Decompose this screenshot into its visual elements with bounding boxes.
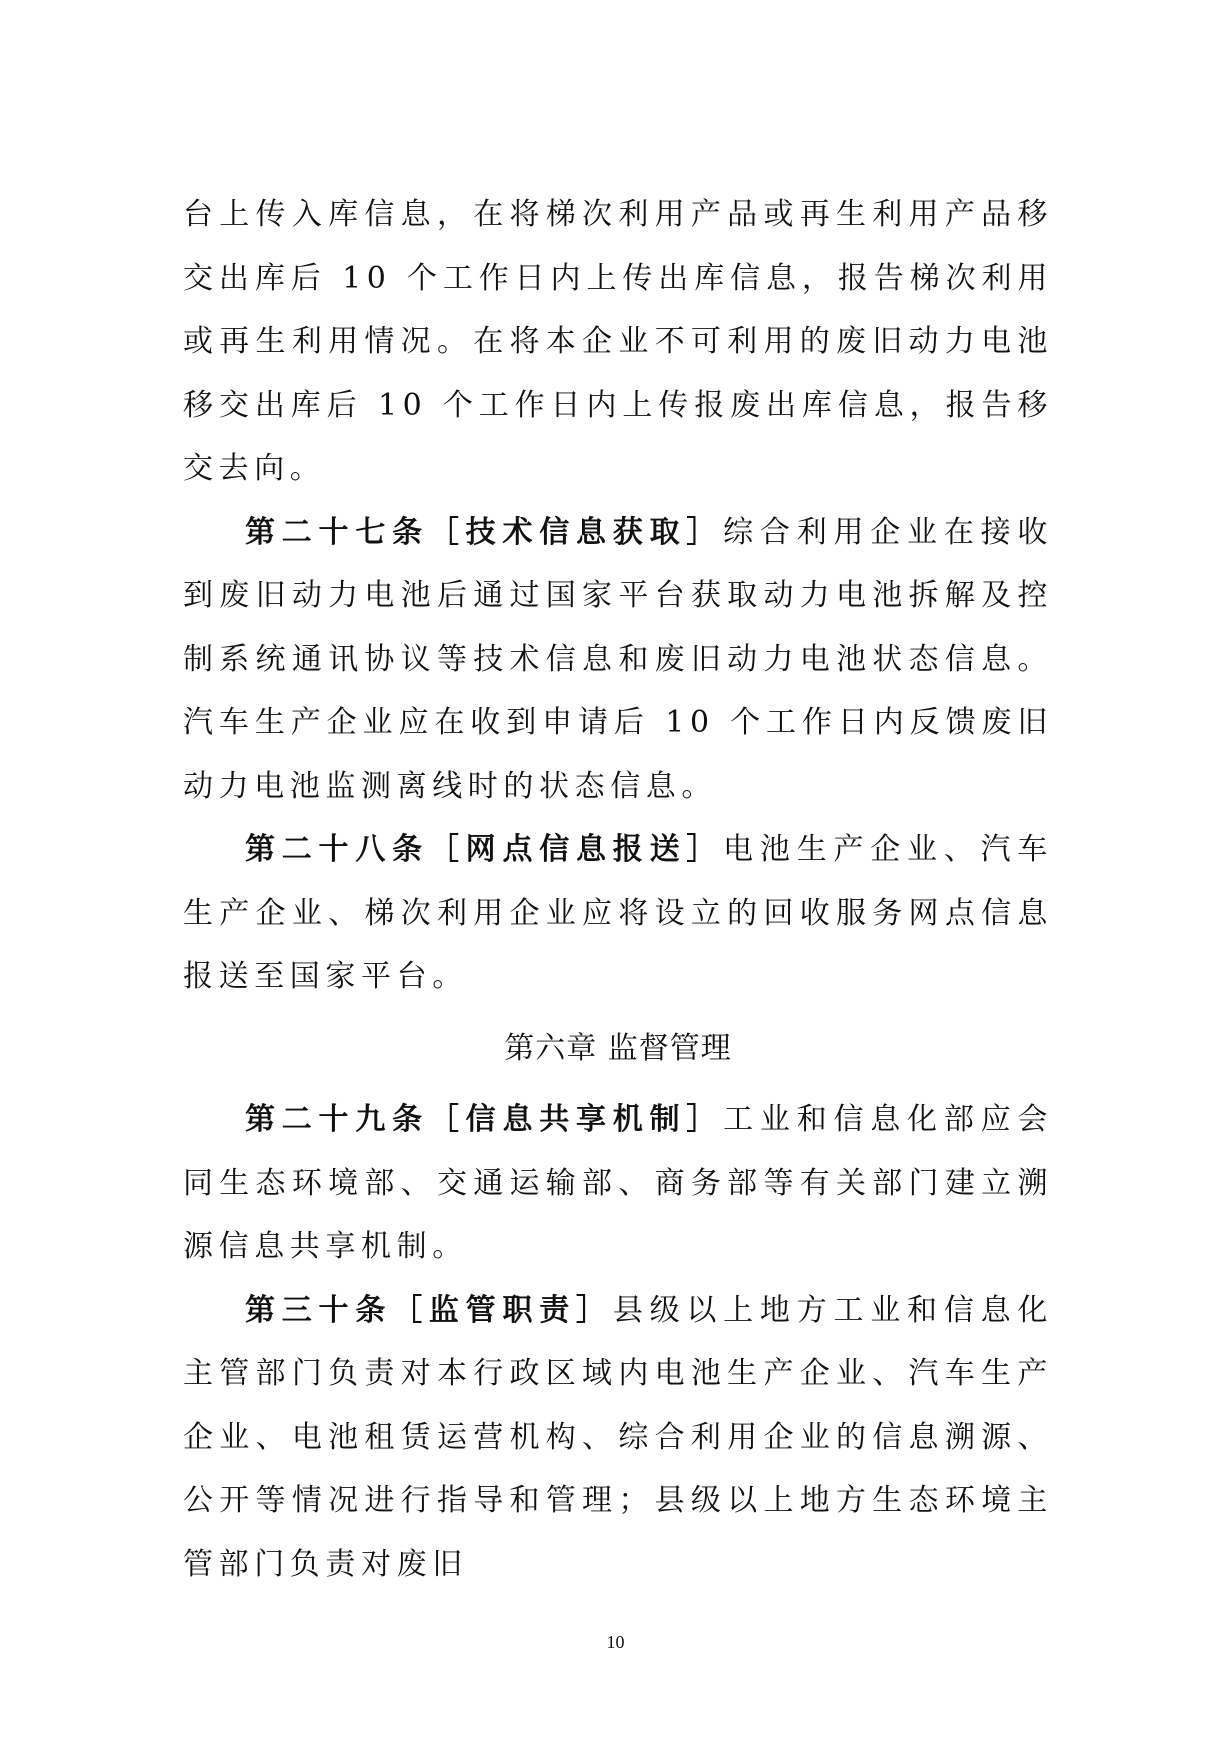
article-27 [183, 501, 1053, 819]
article-29 [183, 1088, 1053, 1279]
article-27-body: 综合利用企业在接收到废旧动力电池后通过国家平台获取动力电池拆解及控制系统通讯协议等技术信息和废旧动力电池状态信息。汽车生产企业应在收到申请后 10 个工作日内反馈废旧动力电池监测离线时的状态信息。 [183, 514, 1053, 804]
document-page [183, 183, 1053, 1596]
article-30-heading: 第三十条［监管职责］ [245, 1292, 613, 1328]
article-29-body: 工业和信息化部应会同生态环境部、交通运输部、商务部等有关部门建立溯源信息共享机制。 [183, 1102, 1053, 1264]
page-number: 10 [606, 1632, 625, 1652]
article-28-body: 电池生产企业、汽车生产企业、梯次利用企业应将设立的回收服务网点信息报送至国家平台。 [183, 832, 1053, 994]
paragraph-continuation: 台上传入库信息，在将梯次利用产品或再生利用产品移交出库后 10 个工作日内上传出库信息，报告梯次利用或再生利用情况。在将本企业不可利用的废旧动力电池移交出库后 10 个工作日内上传报废出库信息，报告移交去向。 [183, 197, 1053, 486]
article-29-heading: 第二十九条［信息共享机制］ [245, 1102, 724, 1137]
article-27-heading: 第二十七条［技术信息获取］ [245, 514, 724, 550]
article-28 [183, 818, 1053, 1009]
article-28-heading: 第二十八条［网点信息报送］ [245, 832, 724, 867]
article-30 [183, 1279, 1053, 1597]
chapter-title: 第六章 监督管理 [504, 1030, 732, 1066]
article-30-body: 县级以上地方工业和信息化主管部门负责对本行政区域内电池生产企业、汽车生产企业、电池租赁运营机构、综合利用企业的信息溯源、公开等情况进行指导和管理；县级以上地方生态环境主管部门负责对废旧 [183, 1292, 1054, 1582]
